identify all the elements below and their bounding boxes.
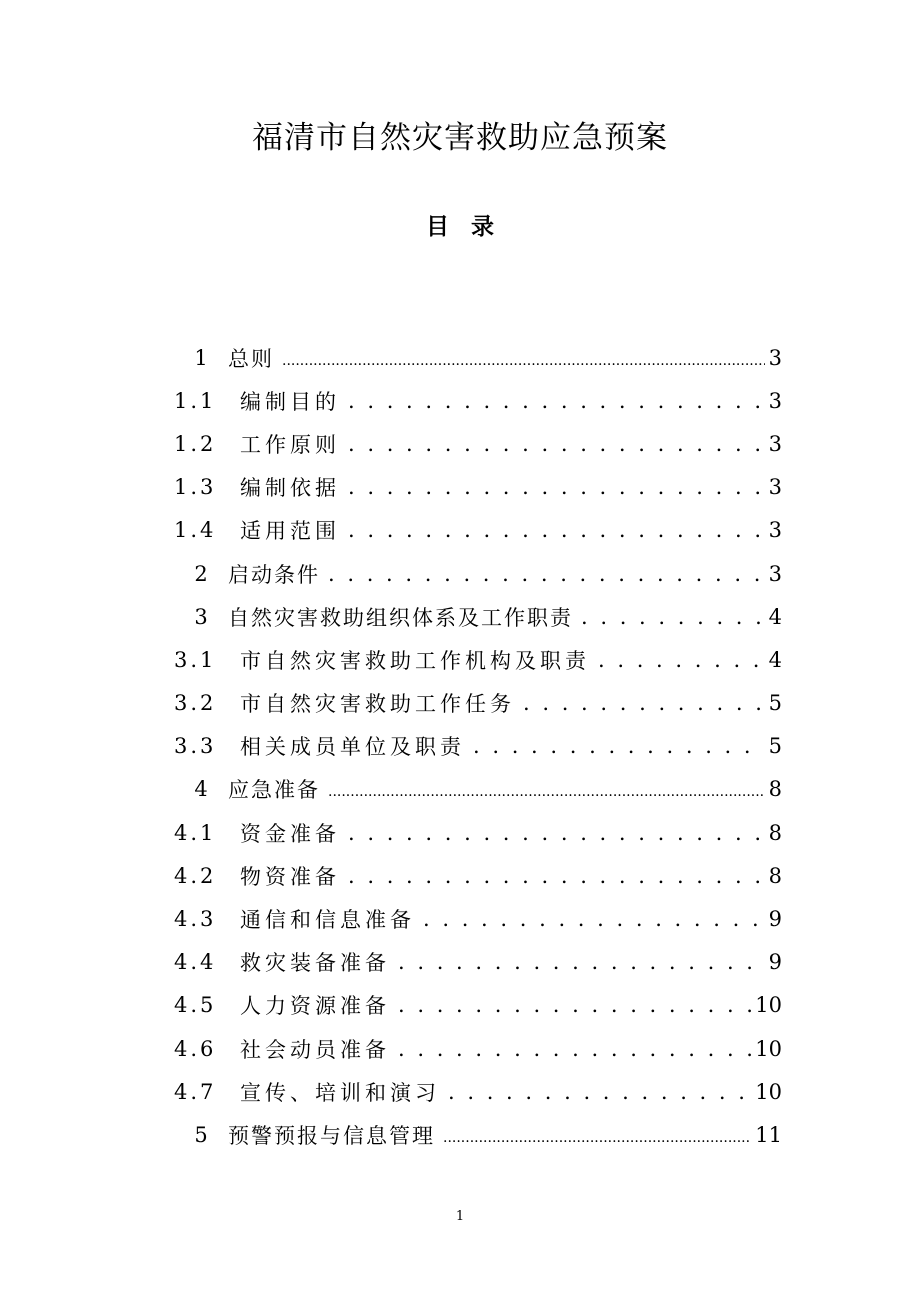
toc-entry-page: 3	[768, 388, 782, 413]
toc-entry-number: 2	[194, 561, 208, 586]
toc-entry[interactable]	[174, 336, 782, 379]
toc-entry[interactable]	[174, 1027, 782, 1070]
toc-entry-number: 4	[194, 777, 208, 802]
toc-entry-label: 物资准备	[240, 864, 340, 889]
toc-dot-leader	[328, 562, 765, 586]
toc-dot-leader	[523, 691, 765, 715]
toc-entry-number: 3.1	[174, 647, 217, 672]
toc-entry-label: 应急准备	[228, 778, 320, 803]
toc-dot-leader	[448, 1080, 751, 1104]
toc-entry-page: 5	[768, 734, 782, 759]
toc-dot-leader	[328, 777, 765, 801]
toc-entry[interactable]	[174, 854, 782, 897]
toc-dot-leader	[348, 864, 765, 888]
toc-entry-page: 3	[768, 475, 782, 500]
page-number: 1	[455, 1209, 465, 1224]
toc-entry-number: 4.2	[174, 863, 217, 888]
toc-dot-leader	[473, 734, 765, 758]
toc-entry[interactable]	[174, 509, 782, 552]
toc-entry-number: 4.4	[174, 950, 217, 975]
toc-entry-label: 启动条件	[228, 562, 320, 587]
toc-entry-number: 4.3	[174, 907, 217, 932]
toc-entry-label: 社会动员准备	[240, 1037, 390, 1062]
toc-entry-number: 3	[194, 604, 208, 629]
toc-dot-leader	[348, 432, 765, 456]
toc-entry[interactable]	[174, 422, 782, 465]
toc-entry-label: 资金准备	[240, 821, 340, 846]
toc-entry-page: 10	[755, 1036, 782, 1061]
toc-entry-page: 4	[768, 647, 782, 672]
toc-entry-number: 1.2	[174, 431, 217, 456]
toc-entry-page: 3	[768, 518, 782, 543]
toc-entry-label: 相关成员单位及职责	[240, 735, 465, 760]
toc-entry-label: 人力资源准备	[240, 994, 390, 1019]
toc-entry-number: 1	[194, 345, 208, 370]
toc-dot-leader	[348, 821, 765, 845]
toc-entry-page: 8	[768, 863, 782, 888]
toc-dot-leader	[398, 950, 765, 974]
toc-dot-leader	[282, 346, 765, 370]
toc-dot-leader	[398, 993, 751, 1017]
toc-entry-page: 9	[768, 907, 782, 932]
toc-entry-label: 自然灾害救助组织体系及工作职责	[228, 605, 573, 630]
toc-entry-page: 3	[768, 561, 782, 586]
toc-entry-page: 8	[768, 777, 782, 802]
toc-entry-number: 4.1	[174, 820, 217, 845]
toc-entry-number: 4.6	[174, 1036, 217, 1061]
toc-entry-number: 4.7	[174, 1079, 217, 1104]
toc-entry-number: 1.4	[174, 518, 217, 543]
toc-entry[interactable]	[174, 638, 782, 681]
toc-entry[interactable]	[174, 379, 782, 422]
toc-entry[interactable]	[174, 984, 782, 1027]
toc-entry-page: 4	[768, 604, 782, 629]
toc-entry-label: 总则	[228, 346, 274, 371]
toc-dot-leader	[581, 605, 765, 629]
toc-entry-page: 8	[768, 820, 782, 845]
toc-dot-leader	[443, 1123, 751, 1147]
toc-dot-leader	[423, 907, 765, 931]
toc-entry[interactable]	[174, 595, 782, 638]
toc-entry[interactable]	[174, 466, 782, 509]
toc-entry-number: 4.5	[174, 993, 217, 1018]
toc-entry-label: 工作原则	[240, 432, 340, 457]
toc-entry-page: 11	[755, 1122, 782, 1147]
toc-entry[interactable]	[174, 682, 782, 725]
toc-dot-leader	[398, 1037, 751, 1061]
toc-entry-page: 5	[768, 691, 782, 716]
toc-entry[interactable]	[174, 1070, 782, 1113]
toc-entry-number: 3.2	[174, 691, 217, 716]
toc-entry-label: 市自然灾害救助工作机构及职责	[240, 648, 590, 673]
toc-dot-leader	[348, 389, 765, 413]
toc-entry[interactable]	[174, 552, 782, 595]
toc-entry[interactable]	[174, 1113, 782, 1156]
toc-entry-page: 3	[768, 431, 782, 456]
toc-entry-label: 市自然灾害救助工作任务	[240, 692, 515, 717]
toc-entry-page: 3	[768, 345, 782, 370]
toc-entry[interactable]	[174, 941, 782, 984]
toc-dot-leader	[348, 518, 765, 542]
toc-entry[interactable]	[174, 811, 782, 854]
toc-entry[interactable]	[174, 725, 782, 768]
toc-entry[interactable]	[174, 897, 782, 940]
toc-entry-number: 1.1	[174, 388, 217, 413]
toc-dot-leader	[348, 475, 765, 499]
toc-entry-number: 1.3	[174, 475, 217, 500]
toc-entry-label: 通信和信息准备	[240, 908, 415, 933]
toc-entry-page: 10	[755, 1079, 782, 1104]
toc-entry-label: 预警预报与信息管理	[228, 1123, 435, 1148]
toc-entry[interactable]	[174, 768, 782, 811]
toc-entry-label: 宣传、培训和演习	[240, 1080, 440, 1105]
toc-entry-number: 3.3	[174, 734, 217, 759]
toc-entry-label: 适用范围	[240, 519, 340, 544]
table-of-contents	[174, 336, 782, 1157]
toc-dot-leader	[598, 648, 765, 672]
toc-entry-label: 救灾装备准备	[240, 951, 390, 976]
toc-entry-label: 编制目的	[240, 389, 340, 414]
toc-entry-page: 10	[755, 993, 782, 1018]
toc-entry-page: 9	[768, 950, 782, 975]
toc-heading: 目 录	[425, 214, 494, 240]
toc-entry-number: 5	[194, 1122, 208, 1147]
toc-entry-label: 编制依据	[240, 476, 340, 501]
document-title: 福清市自然灾害救助应急预案	[252, 120, 668, 156]
